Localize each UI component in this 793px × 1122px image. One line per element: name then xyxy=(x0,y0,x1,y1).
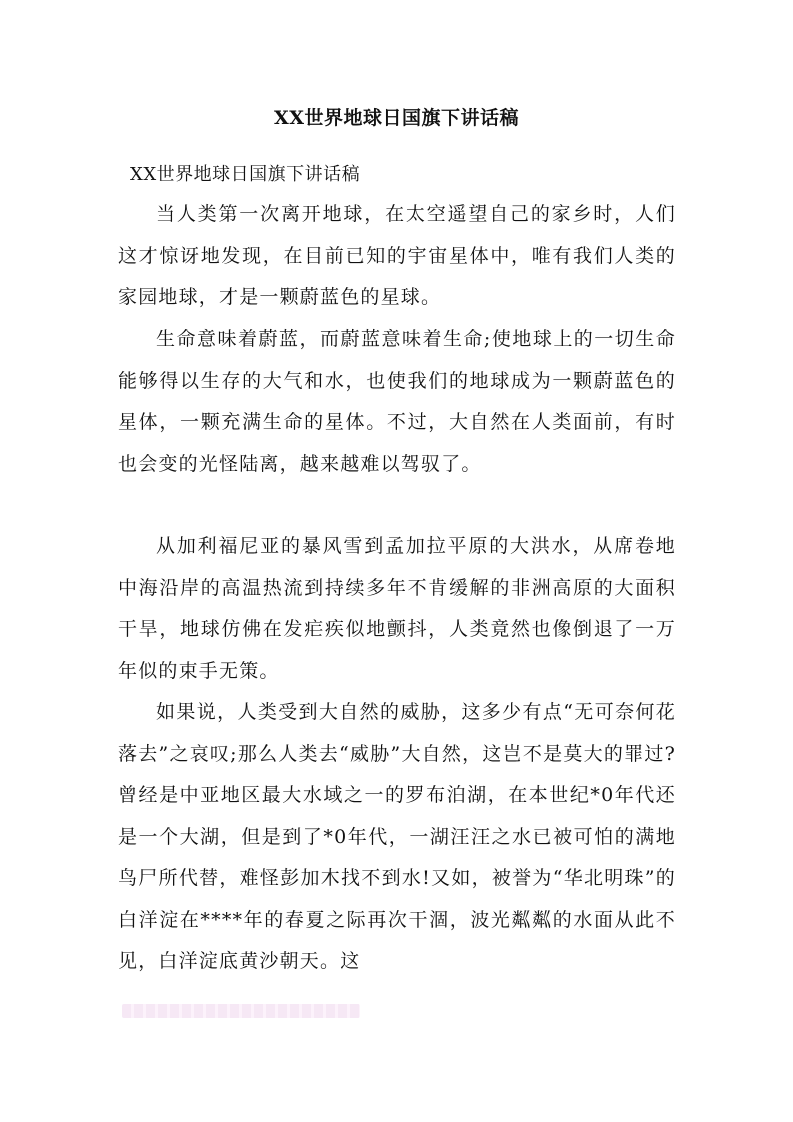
document-subtitle: XX世界地球日国旗下讲话稿 xyxy=(130,164,361,185)
paragraph-4: 如果说，人类受到大自然的威胁，这多少有点“无可奈何花落去”之哀叹;那么人类去“威胁”大自然，这岂不是莫大的罪过?曾经是中亚地区最大水域之一的罗布泊湖，在本世纪*0年代还是一个大湖，但是到了*0年代，一湖汪汪之水已被可怕的满地鸟尸所代替，难怪彭加木找不到水!又如，被誉为“华北明珠”的白洋淀在****年的春夏之际再次干涸，波光粼粼的水面从此不见，白洋淀底黄沙朝天。这 xyxy=(118,701,676,972)
faded-watermark xyxy=(122,1004,360,1018)
paragraph-2: 生命意味着蔚蓝，而蔚蓝意味着生命;使地球上的一切生命能够得以生存的大气和水，也使我们的地球成为一颗蔚蓝色的星体，一颗充满生命的星体。不过，大自然在人类面前，有时也会变的光怪陆离，越来越难以驾驭了。 xyxy=(118,328,676,475)
paragraph-1: 当人类第一次离开地球，在太空遥望自己的家乡时，人们这才惊讶地发现，在目前已知的宇宙星体中，唯有我们人类的家园地球，才是一颗蔚蓝色的星球。 xyxy=(118,203,676,308)
document-title: XX世界地球日国旗下讲话稿 xyxy=(274,107,519,129)
paragraph-3: 从加利福尼亚的暴风雪到孟加拉平原的大洪水，从席卷地中海沿岸的高温热流到持续多年不肯缓解的非洲高原的大面积干旱，地球仿佛在发疟疾似地颤抖，人类竟然也像倒退了一万年似的束手无策。 xyxy=(118,535,676,682)
